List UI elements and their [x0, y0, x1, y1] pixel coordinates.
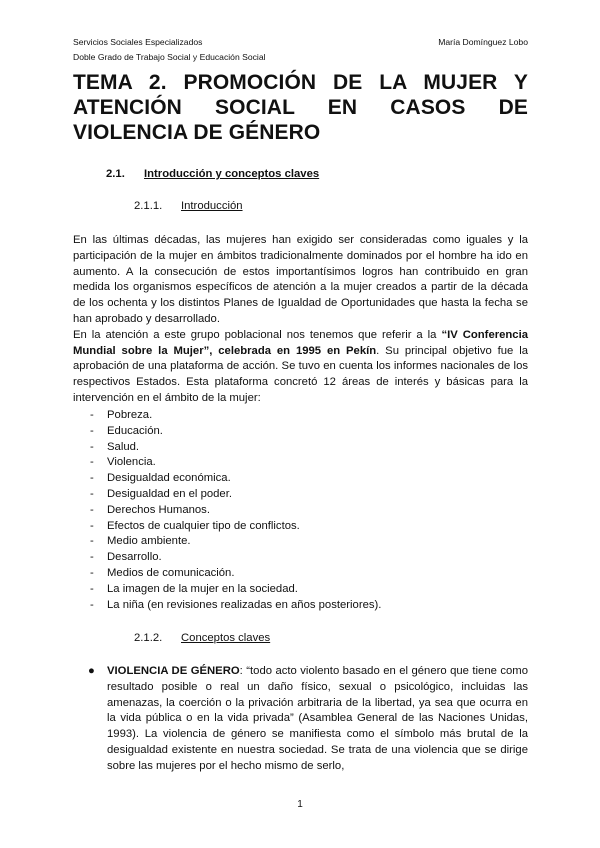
list-item	[90, 408, 381, 424]
list-item	[90, 598, 381, 614]
section-heading	[106, 168, 319, 180]
dash-marker: -	[90, 409, 94, 421]
list-item	[90, 440, 381, 456]
list-item	[90, 424, 381, 440]
paragraph-2	[73, 328, 528, 407]
concept-item	[88, 664, 528, 775]
areas-list	[90, 408, 381, 613]
list-item-text: Efectos de cualquier tipo de conflictos.	[107, 519, 300, 532]
paragraph-2-rest: . Su principal objetivo fue la aprobación de una plataforma de acción. Se tuvo en cuenta los informes nacionales de los respectivos Estados. Esta plataforma concretó 12 áreas de interés y básicas para la intervención en el ámbito de la mujer:	[73, 344, 528, 404]
list-item	[90, 582, 381, 598]
intro-text	[73, 233, 528, 407]
list-item-text: Educación.	[107, 424, 163, 437]
header-course: Servicios Sociales Especializados	[73, 37, 203, 47]
list-item-text: Desigualdad en el poder.	[107, 487, 232, 500]
page-number: 1	[297, 799, 303, 810]
list-item	[90, 455, 381, 471]
list-item	[90, 519, 381, 535]
paragraph-1: En las últimas décadas, las mujeres han exigido ser consideradas como iguales y la participación de la mujer en ámbitos tradicionalmente dominados por el hombre ha ido en aumento. A la consecución de estos importantísimos logros han contribuido en gran medida los organismos específicos de atención a la mujer creados a partir de la década de los ochenta y los distintos Planes de Igualdad de Oportunidades que hasta la fecha se han aprobado y desarrollado.	[73, 234, 528, 325]
page-header	[73, 35, 528, 65]
header-degree: Doble Grado de Trabajo Social y Educación Social	[73, 52, 266, 62]
list-item	[90, 566, 381, 582]
dash-marker: -	[90, 424, 94, 437]
subsection-heading-concepts	[134, 632, 270, 644]
section-number: 2.1.	[106, 168, 125, 180]
list-item	[90, 534, 381, 550]
list-item-text: Derechos Humanos.	[107, 503, 210, 516]
dash-marker: -	[90, 551, 94, 564]
list-item-text: La niña (en revisiones realizadas en años posteriores).	[107, 598, 382, 611]
list-item	[90, 471, 381, 487]
list-item	[90, 550, 381, 566]
list-item-text: Medio ambiente.	[107, 535, 191, 548]
conference-reference: “IV Conferencia Mundial sobre la Mujer”, celebrada en 1995 en Pekín	[73, 328, 529, 357]
dash-marker: -	[90, 566, 94, 579]
section-title: Introducción y conceptos claves	[144, 168, 320, 180]
subsection-heading-intro	[134, 200, 243, 212]
list-item	[90, 503, 381, 519]
list-item	[90, 487, 381, 503]
list-item-text: Salud.	[107, 440, 140, 453]
list-item-text: Violencia.	[107, 456, 156, 469]
list-item-text: Medios de comunicación.	[107, 566, 235, 579]
bullet-icon: ●	[88, 665, 95, 677]
dash-marker: -	[90, 440, 94, 453]
subsection-number: 2.1.1.	[134, 200, 163, 212]
dash-marker: -	[90, 487, 94, 500]
dash-marker: -	[90, 503, 94, 516]
concept-text	[107, 664, 528, 775]
dash-marker: -	[90, 456, 94, 469]
dash-marker: -	[90, 472, 94, 485]
dash-marker: -	[90, 535, 94, 548]
subsection-number: 2.1.2.	[134, 632, 163, 644]
list-item-text: Desigualdad económica.	[107, 472, 231, 485]
document-title: TEMA 2. PROMOCIÓN DE LA MUJER Y ATENCIÓN SOCIAL EN CASOS DE VIOLENCIA DE GÉNERO	[73, 71, 528, 144]
list-item-text: Desarrollo.	[107, 551, 162, 564]
list-item-text: La imagen de la mujer en la sociedad.	[107, 582, 298, 595]
concept-definition: : “todo acto violento basado en el género que tiene como resultado posible o real un daño físico, sexual o psicológico, incluidas las amenazas, la coerción o la privación arbitraria de la libertad, ya sea que ocurra en la vida pública o en la vida privada” (Asamblea General de las Naciones Unidas, 1993). La violencia de género se manifiesta como el símbolo más brutal de la desigualdad existente en nuestra sociedad. Se trata de una violencia que se dirige sobre las mujeres por el hecho mismo de serlo,	[107, 665, 528, 772]
subsection-title: Introducción	[181, 200, 243, 212]
paragraph-2-lead: En la atención a este grupo poblacional nos tenemos que referir a la	[73, 328, 442, 341]
concept-term: VIOLENCIA DE GÉNERO	[107, 665, 240, 677]
dash-marker: -	[90, 519, 94, 532]
list-item-text: Pobreza.	[107, 409, 153, 421]
dash-marker: -	[90, 598, 94, 611]
subsection-title: Conceptos claves	[181, 632, 271, 644]
dash-marker: -	[90, 582, 94, 595]
header-author: María Domínguez Lobo	[438, 37, 528, 47]
